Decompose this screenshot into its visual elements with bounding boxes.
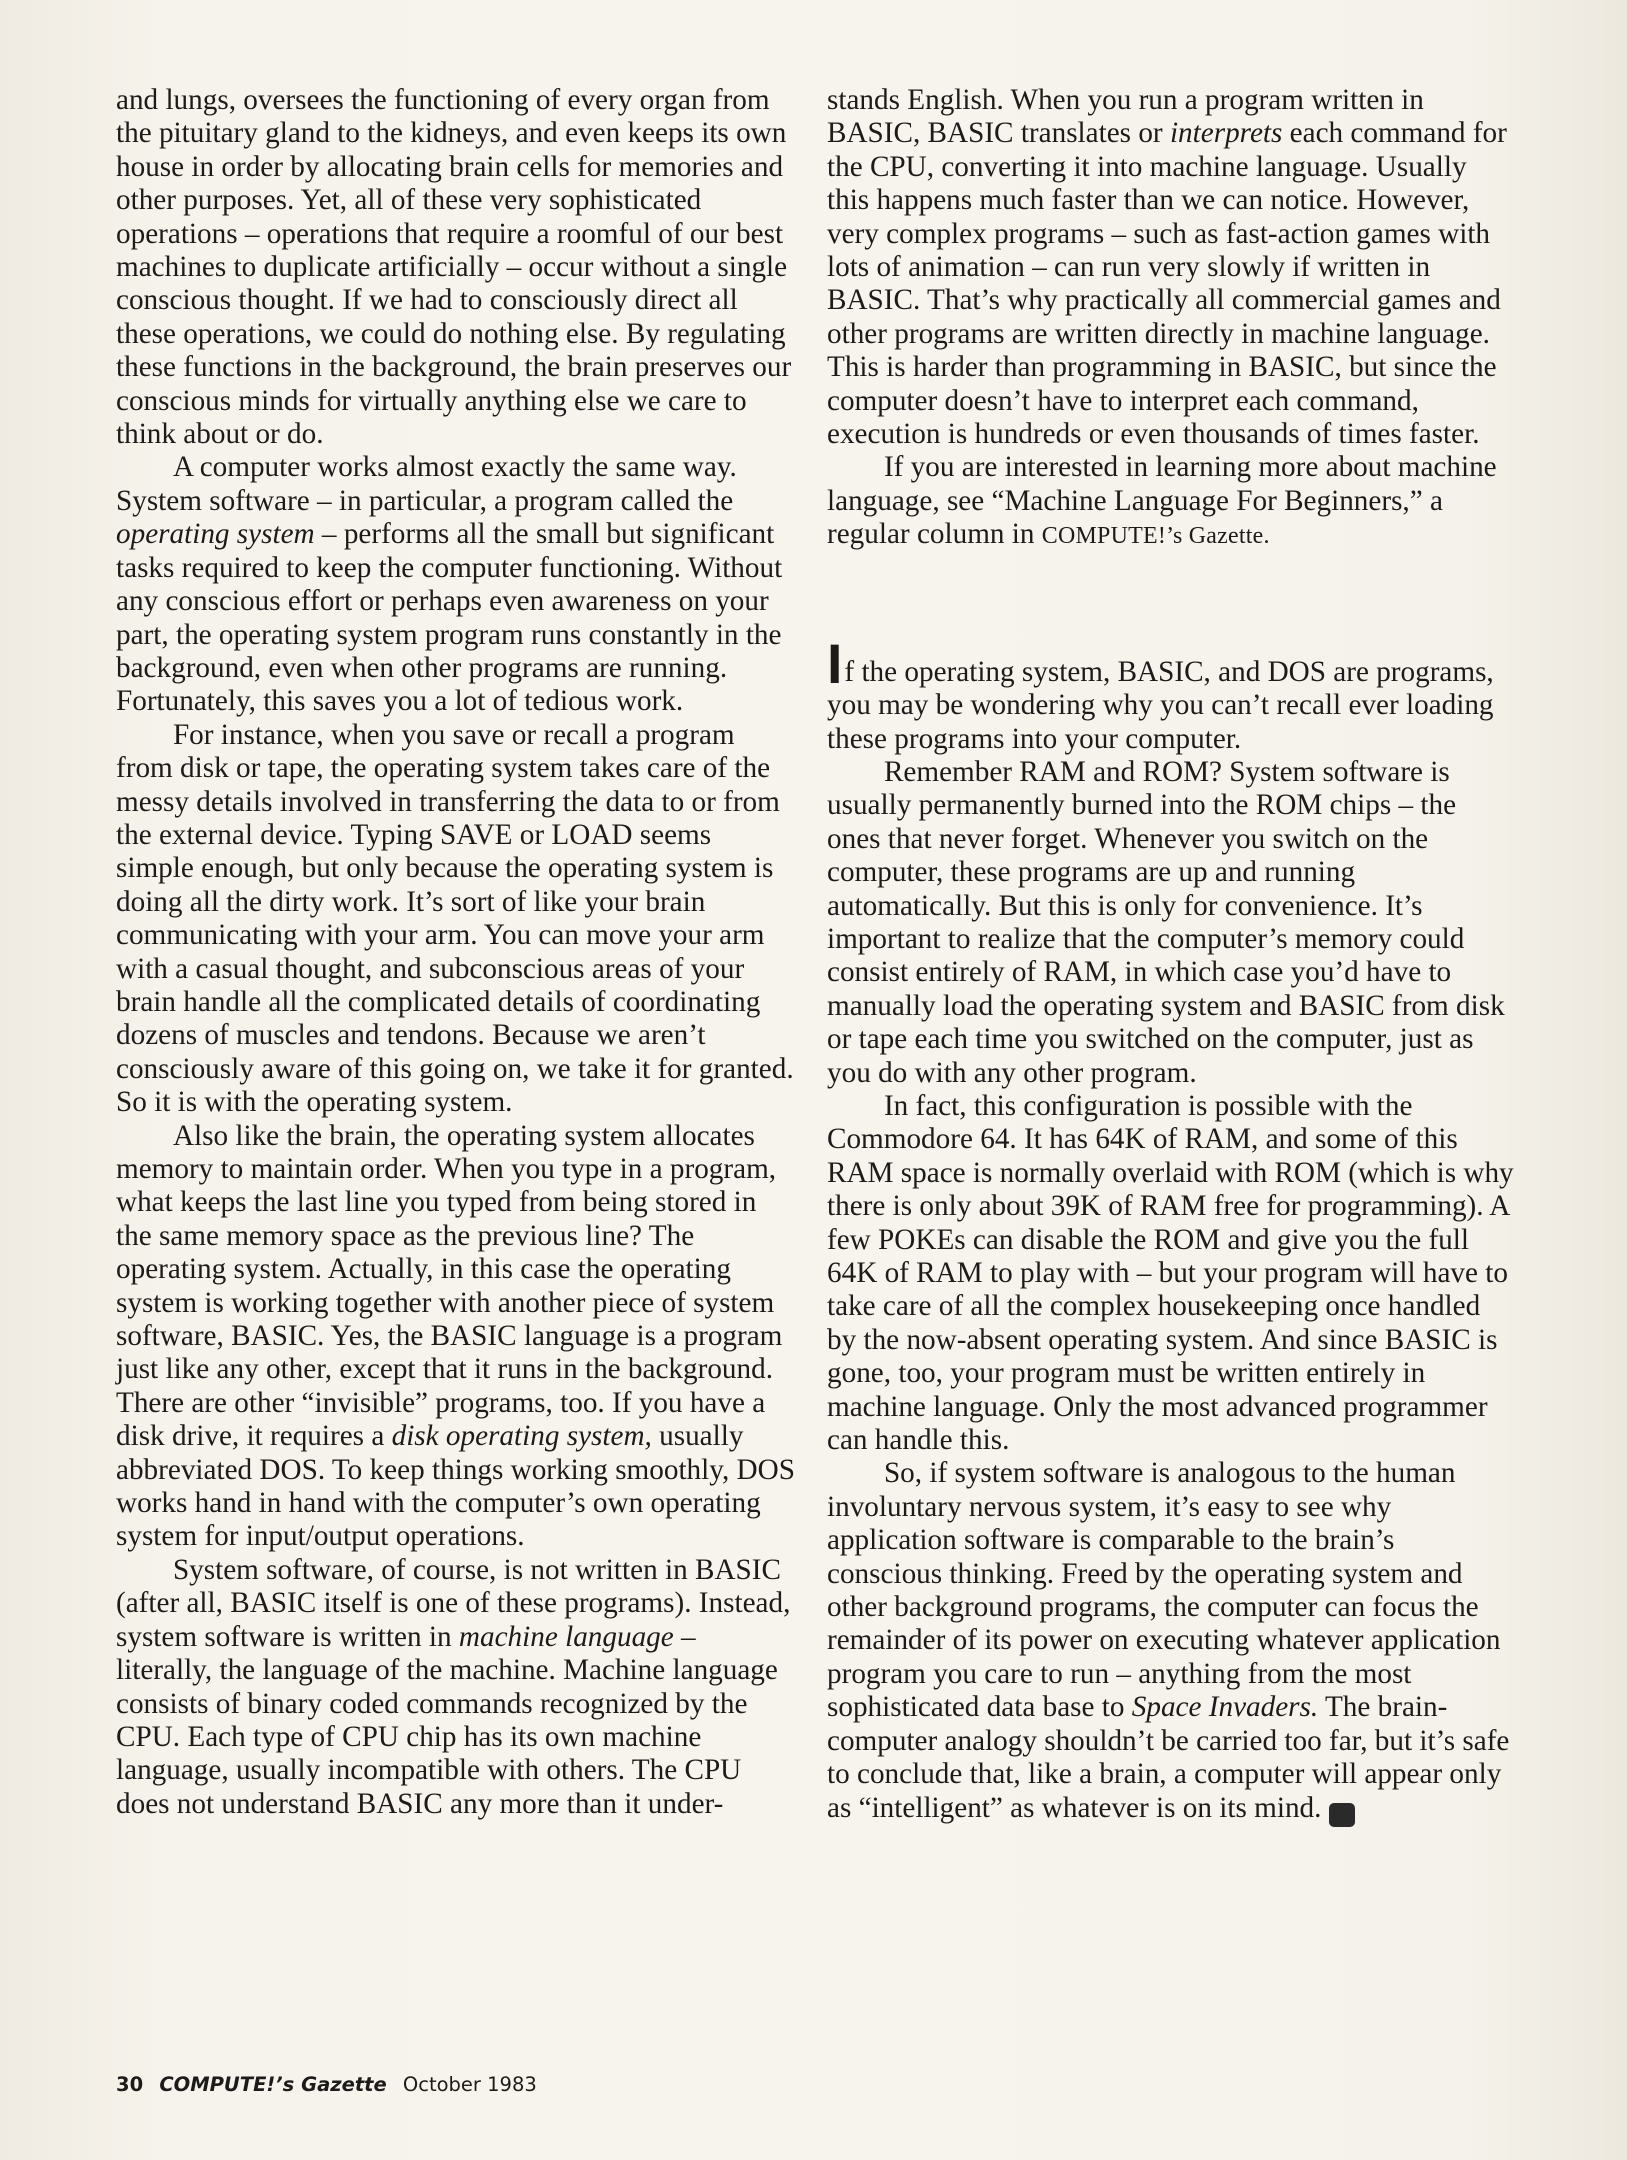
term-disk-operating-system: disk operating system, <box>391 1420 652 1453</box>
page-footer <box>116 2073 537 2096</box>
paragraph: A computer works almost exactly the same way. System software – in particular, a program called the operating system – performs all the small but significant tasks required to keep the computer functioning. Without any conscious effort or perhaps even awareness on your part, the operating system program runs constantly in the background, even when other programs are running. Fortunately, this saves you a lot of tedious work. <box>116 451 783 718</box>
issue-date: October 1983 <box>402 2073 537 2096</box>
end-of-article-icon: G <box>1329 1803 1355 1827</box>
term-operating-system: operating system <box>116 518 315 551</box>
magazine-reference: COMPUTE!’s Gazette. <box>1041 523 1270 550</box>
drop-cap: I <box>827 632 843 695</box>
paragraph: System software, of course, is not written in BASIC (after all, BASIC itself is one of these programs). Instead, system software is written in machine language – literally, the language of the machine. Machine language consists of binary coded commands recognized by the CPU. Each type of CPU chip has its own machine language, usually incompatible with others. The CPU does not understand BASIC any more than it under- <box>116 1553 791 1820</box>
paragraph: If you are interested in learning more about machine language, see “Machine Language For Beginners,” a regular column in COMPUTE!’s Gazette. <box>827 451 1497 551</box>
section-opening-paragraph: If the operating system, BASIC, and DOS are programs, you may be wondering why you can’t recall ever loading these programs into your computer. <box>827 632 1494 755</box>
section-break <box>827 554 1515 642</box>
term-interprets: interprets <box>1169 117 1283 150</box>
term-space-invaders: Space Invaders. <box>1131 1691 1319 1724</box>
paragraph: Also like the brain, the operating system allocates memory to maintain order. When you type in a program, what keeps the last line you typed from being stored in the same memory space as the previous line? The operating system. Actually, in this case the operating system is working together with another piece of system software, BASIC. Yes, the BASIC language is a program just like any other, except that it runs in the background. There are other “invisible” programs, too. If you have a disk drive, it requires a disk operating system, usually abbreviated DOS. To keep things working smoothly, DOS works hand in hand with the computer’s own operating system for input/output operations. <box>116 1119 795 1553</box>
paragraph: In fact, this configuration is possible with the Commodore 64. It has 64K of RAM, and some of this RAM space is normally overlaid with ROM (which is why there is only about 39K of RAM free for programming). A few POKEs can disable the ROM and give you the full 64K of RAM to play with – but your program will have to take care of all the complex housekeeping once handled by the now-absent operating system. And since BASIC is gone, too, your program must be written entirely in machine language. Only the most advanced programmer can handle this. <box>827 1089 1514 1457</box>
right-column <box>827 84 1515 1827</box>
magazine-name: COMPUTE!’s Gazette <box>159 2073 387 2096</box>
paragraph: So, if system software is analogous to the human involuntary nervous system, it’s easy to see why application software is comparable to the brain’s conscious thinking. Freed by the operating system and other background programs, the computer can focus the remainder of its power on executing whatever application program you care to run – anything from the most sophisticated data base to Space Invaders. The brain-computer analogy shouldn’t be carried too far, but it’s safe to conclude that, like a brain, a computer will appear only as “intelligent” as whatever is on its mind. G <box>827 1457 1510 1825</box>
paragraph: Remember RAM and ROM? System software is usually permanently burned into the ROM chips – the ones that never forget. Whenever you switch on the computer, these programs are up and running automatically. But this is only for convenience. It’s important to realize that the computer’s memory could consist entirely of RAM, in which case you’d have to manually load the operating system and BASIC from disk or tape each time you switched on the computer, just as you do with any other program. <box>827 755 1505 1089</box>
paragraph: For instance, when you save or recall a program from disk or tape, the operating system takes care of the messy details involved in transferring the data to or from the external device. Typing SAVE or LOAD seems simple enough, but only because the operating system is doing all the dirty work. It’s sort of like your brain communicating with your arm. You can move your arm with a casual thought, and subconscious areas of your brain handle all the complicated details of coordinating dozens of muscles and tendons. Because we aren’t consciously aware of this going on, we take it for granted. So it is with the operating system. <box>116 718 794 1119</box>
page-number: 30 <box>116 2073 144 2096</box>
term-machine-language: machine language <box>458 1620 674 1653</box>
left-column <box>116 84 796 1821</box>
paragraph: stands English. When you run a program written in BASIC, BASIC translates or interprets each command for the CPU, converting it into machine language. Usually this happens much faster than we can notice. However, very complex programs – such as fast-action games with lots of animation – can run very slowly if written in BASIC. That’s why practically all commercial games and other programs are written directly in machine language. This is harder than programming in BASIC, but since the computer doesn’t have to interpret each command, execution is hundreds or even thousands of times faster. <box>827 84 1507 451</box>
paragraph: and lungs, oversees the functioning of every organ from the pituitary gland to the kidneys, and even keeps its own house in order by allocating brain cells for memories and other purposes. Yet, all of these very sophisticated operations – operations that require a roomful of our best machines to duplicate artificially – occur without a single conscious thought. If we had to consciously direct all these operations, we could do nothing else. By regulating these functions in the background, the brain preserves our conscious minds for virtually anything else we care to think about or do. <box>116 84 792 451</box>
